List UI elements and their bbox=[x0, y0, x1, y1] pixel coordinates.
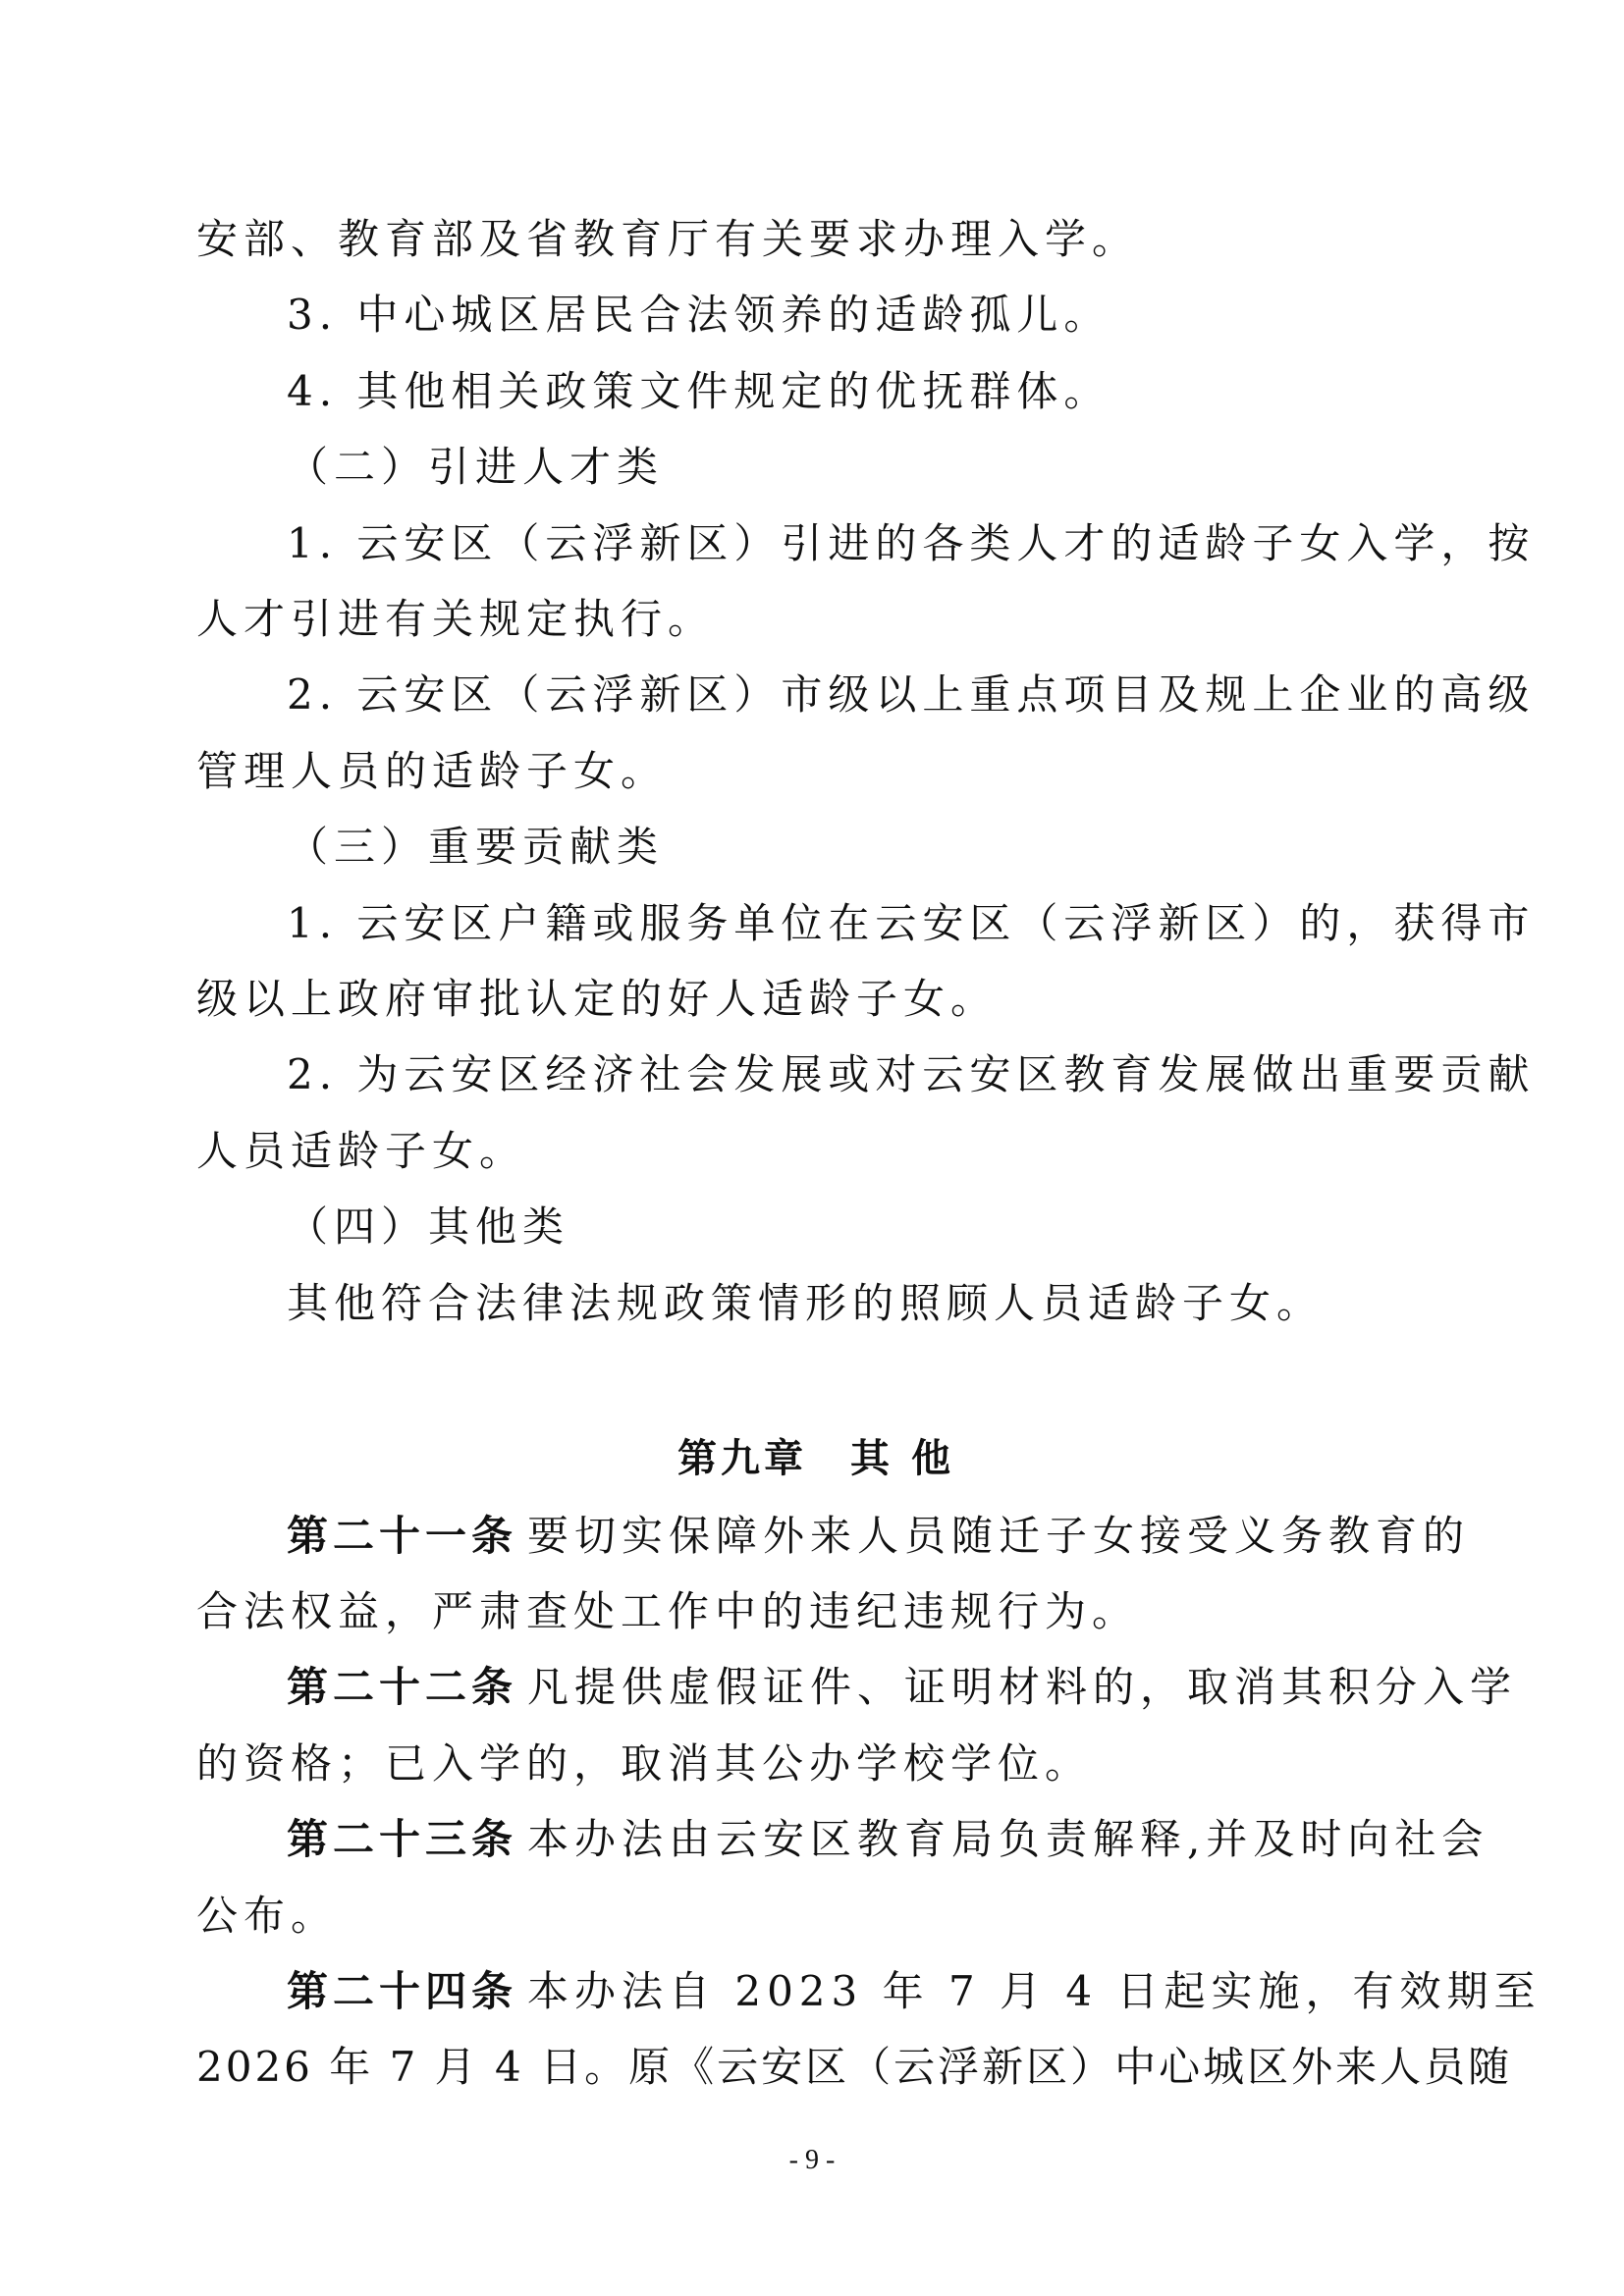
paragraph-continuation: 安部、教育部及省教育厅有关要求办理入学。 bbox=[196, 215, 1140, 263]
article-23-label: 第二十三条 bbox=[287, 1815, 518, 1864]
contribution-item-2-line1: 2. 为云安区经济社会发展或对云安区教育发展做出重要贡献 bbox=[287, 1050, 1536, 1099]
section-heading-other: （四）其他类 bbox=[287, 1202, 570, 1252]
item-4-special-care: 4. 其他相关政策文件规定的优抚群体。 bbox=[287, 366, 1111, 415]
talent-item-2-line1: 2. 云安区（云浮新区）市级以上重点项目及规上企业的高级 bbox=[287, 670, 1536, 720]
talent-item-1-line1: 1. 云安区（云浮新区）引进的各类人才的适龄子女入学，按 bbox=[287, 518, 1536, 567]
article-21-label: 第二十一条 bbox=[287, 1511, 518, 1560]
article-22-line1: 第二十二条 凡提供虚假证件、证明材料的，取消其积分入学 bbox=[287, 1663, 1518, 1712]
article-21-line2: 合法权益，严肃查处工作中的违纪违规行为。 bbox=[196, 1586, 1140, 1635]
chapter-title bbox=[196, 1421, 1435, 1497]
talent-item-2-line2: 管理人员的适龄子女。 bbox=[196, 746, 669, 795]
article-21-line1: 第二十一条 要切实保障外来人员随迁子女接受义务教育的 bbox=[287, 1511, 1471, 1560]
article-24-label: 第二十四条 bbox=[287, 1966, 518, 2015]
item-3-orphans: 3. 中心城区居民合法领养的适龄孤儿。 bbox=[287, 291, 1111, 340]
chapter-name: 其 他 bbox=[850, 1436, 954, 1482]
article-23-line1: 第二十三条 本办法由云安区教育局负责解释,并及时向社会 bbox=[287, 1815, 1489, 1864]
chapter-number: 第九章 bbox=[677, 1436, 808, 1482]
article-23-line2: 公布。 bbox=[196, 1891, 339, 1940]
article-24-line1: 第二十四条 本办法自 2023 年 7 月 4 日起实施，有效期至 bbox=[287, 1966, 1542, 2015]
contribution-item-1-line2: 级以上政府审批认定的好人适龄子女。 bbox=[196, 975, 999, 1024]
article-22-line2: 的资格；已入学的，取消其公办学校学位。 bbox=[196, 1738, 1093, 1788]
page-number: - 9 - bbox=[788, 2145, 836, 2175]
article-22-label: 第二十二条 bbox=[287, 1663, 518, 1712]
article-24-line2: 2026 年 7 月 4 日。原《云安区（云浮新区）中心城区外来人员随 bbox=[196, 2043, 1513, 2092]
page-content bbox=[196, 201, 1542, 2106]
contribution-item-1-line1: 1. 云安区户籍或服务单位在云安区（云浮新区）的，获得市 bbox=[287, 898, 1536, 947]
section-heading-talent: （二）引进人才类 bbox=[287, 443, 665, 492]
section-heading-contribution: （三）重要贡献类 bbox=[287, 823, 665, 872]
talent-item-1-line2: 人才引进有关规定执行。 bbox=[196, 595, 716, 644]
contribution-item-2-line2: 人员适龄子女。 bbox=[196, 1126, 527, 1175]
other-item: 其他符合法律法规政策情形的照顾人员适龄子女。 bbox=[287, 1278, 1325, 1327]
